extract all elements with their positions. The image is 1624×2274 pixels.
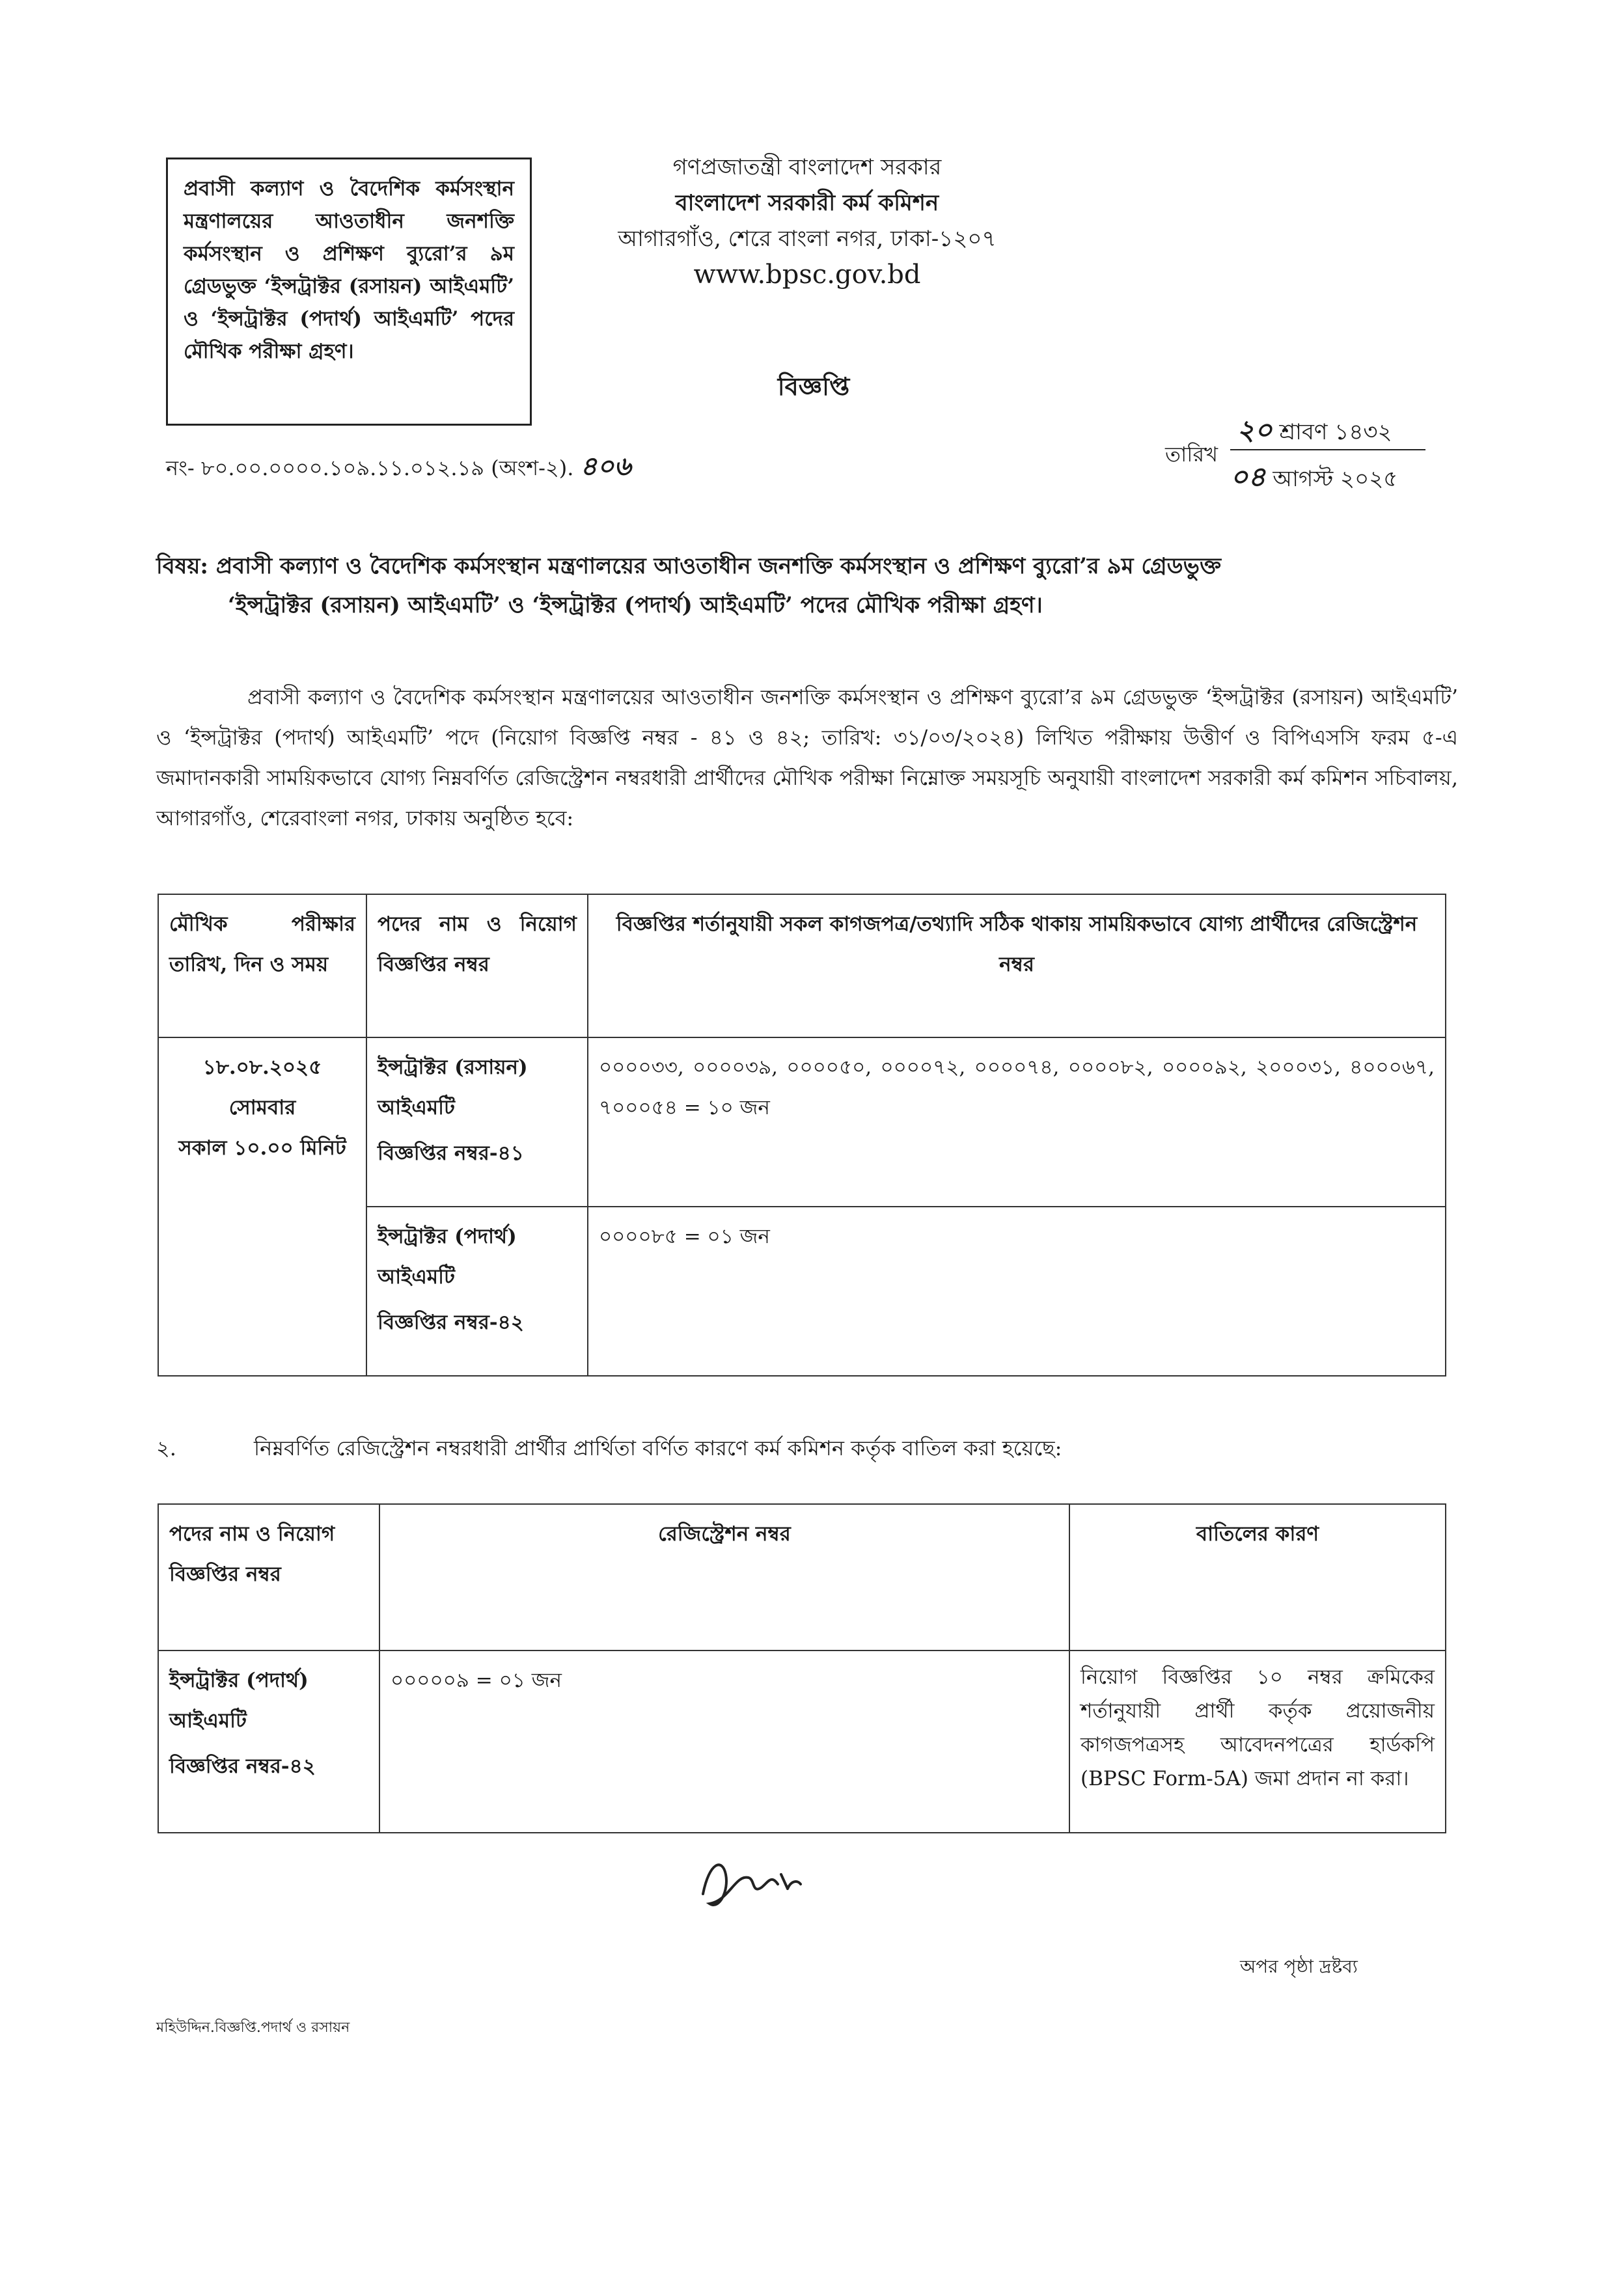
header-address: আগারগাঁও, শেরে বাংলা নগর, ঢাকা-১২০৭ [618, 226, 997, 252]
table-header-cell: পদের নাম ও নিয়োগ বিজ্ঞপ্তির নম্বর [158, 1504, 379, 1651]
date-divider [1230, 449, 1425, 450]
table-header-row [158, 1504, 1446, 1651]
post-name: ইন্সট্রাক্টর (পদার্থ) আইএমটি [169, 1669, 309, 1733]
section-text: নিম্নবর্ণিত রেজিস্ট্রেশন নম্বরধারী প্রার্থীর প্রার্থিতা বর্ণিত কারণে কর্ম কমিশন কর্তৃক বাতিল করা হয়েছে: [254, 1436, 1062, 1460]
body-paragraph: প্রবাসী কল্যাণ ও বৈদেশিক কর্মসংস্থান মন্ত্রণালয়ের আওতাধীন জনশক্তি কর্মসংস্থান ও প্রশিক্ষণ ব্যুরো’র ৯ম গ্রেডভুক্ত ‘ইন্সট্রাক্টর (রসায়ন) আইএমটি’ ও ‘ইন্সট্রাক্টর (পদার্থ) আইএমটি’ পদে (নিয়োগ বিজ্ঞপ্তি নম্বর - ৪১ ও ৪২; তারিখ: ৩১/০৩/২০২৪) লিখিত পরীক্ষায় উত্তীর্ণ ও বিপিএসসি ফরম ৫-এ জমাদানকারী সাময়িকভাবে যোগ্য নিম্নবর্ণিত রেজিস্ট্রেশন নম্বরধারী প্রার্থীদের মৌখিক পরীক্ষা নিম্নোক্ত সময়সূচি অনুযায়ী বাংলাদেশ সরকারী কর্ম কমিশন সচিবালয়, আগারগাঁও, শেরেবাংলা নগর, ঢাকায় অনুষ্ঠিত হবে: [156, 685, 1458, 830]
table-header-cell: রেজিস্ট্রেশন নম্বর [379, 1504, 1069, 1651]
post-name: ইন্সট্রাক্টর (রসায়ন) আইএমটি [378, 1056, 528, 1119]
viva-schedule-table [158, 894, 1446, 1377]
table-header-cell: বাতিলের কারণ [1069, 1504, 1446, 1651]
signature [690, 1848, 807, 1920]
date-bangla: ২০ শ্রাবণ ১৪৩২ [1237, 414, 1392, 446]
memo-handwritten-number: ৪০৬ [580, 451, 631, 482]
circular-number: বিজ্ঞপ্তির নম্বর-৪২ [169, 1755, 316, 1778]
memo-number-text: নং- ৮০.০০.০০০০.১০৯.১১.০১২.১৯ (অংশ-২). [166, 456, 574, 480]
section-2 [156, 1432, 1062, 1467]
subject-line [156, 547, 1458, 625]
memo-number [166, 446, 631, 489]
schedule-time: সকাল ১০.০০ মিনিট [178, 1136, 346, 1160]
section-number: ২. [156, 1436, 176, 1460]
schedule-date: ১৮.০৮.২০২৫ [202, 1056, 322, 1079]
subject-label: বিষয়: [156, 553, 208, 579]
cancellation-table [158, 1503, 1446, 1833]
subject-text-2: ‘ইন্সট্রাক্টর (রসায়ন) আইএমটি’ ও ‘ইন্সট্রাক্টর (পদার্থ) আইএমটি’ পদের মৌখিক পরীক্ষা গ্রহণ। [228, 592, 1043, 618]
table-header-cell: বিজ্ঞপ্তির শর্তানুযায়ী সকল কাগজপত্র/তথ্যাদি সঠিক থাকায় সাময়িকভাবে যোগ্য প্রার্থীদের রেজিস্ট্রেশন নম্বর [588, 894, 1446, 1037]
post-cell [158, 1651, 379, 1833]
header-commission: বাংলাদেশ সরকারী কর্ম কমিশন [675, 190, 939, 216]
subject-box: প্রবাসী কল্যাণ ও বৈদেশিক কর্মসংস্থান মন্ত্রণালয়ের আওতাধীন জনশক্তি কর্মসংস্থান ও প্রশিক্ষণ ব্যুরো’র ৯ম গ্রেডভুক্ত ‘ইন্সট্রাক্টর (রসায়ন) আইএমটি’ ও ‘ইন্সট্রাক্টর (পদার্থ) আইএমটি’ পদের মৌখিক পরীক্ষা গ্রহণ। [166, 158, 532, 426]
schedule-day: সোমবার [228, 1096, 296, 1119]
schedule-cell [158, 1037, 366, 1376]
page-turn-note: অপর পৃষ্ঠা দ্রষ্টব্য [1240, 1956, 1358, 1977]
registration-cell: ০০০০৮৫ = ০১ জন [588, 1207, 1446, 1376]
reason-cell: নিয়োগ বিজ্ঞপ্তির ১০ নম্বর ক্রমিকের শর্তানুযায়ী প্রার্থী কর্তৃক প্রয়োজনীয় কাগজপত্রসহ আবেদনপত্রের হার্ডকপি (BPSC Form-5A) জমা প্রদান না করা। [1069, 1651, 1446, 1833]
notice-title: বিজ্ঞপ্তি [777, 372, 850, 401]
date-english: ০৪ আগস্ট ২০২৫ [1230, 461, 1398, 493]
subject-text-1: প্রবাসী কল্যাণ ও বৈদেশিক কর্মসংস্থান মন্ত্রণালয়ের আওতাধীন জনশক্তি কর্মসংস্থান ও প্রশিক্ষণ ব্যুরো’র ৯ম গ্রেডভুক্ত [215, 553, 1221, 579]
table-header-row [158, 894, 1446, 1037]
circular-number: বিজ্ঞপ্তির নম্বর-৪১ [378, 1142, 524, 1165]
header-government: গণপ্রজাতন্ত্রী বাংলাদেশ সরকার [672, 154, 942, 180]
registration-cell: ০০০০৩৩, ০০০০৩৯, ০০০০৫০, ০০০০৭২, ০০০০৭৪, ০০০০৮২, ০০০০৯২, ২০০০৩১, ৪০০০৬৭, ৭০০০৫৪ = ১০ জন [588, 1037, 1446, 1207]
registration-cell: ০০০০০৯ = ০১ জন [379, 1651, 1069, 1833]
table-header-cell: পদের নাম ও নিয়োগ বিজ্ঞপ্তির নম্বর [366, 894, 588, 1037]
date-label: তারিখ [1165, 442, 1218, 467]
letterhead [560, 150, 1054, 293]
date-block [1165, 409, 1438, 493]
post-cell [366, 1037, 588, 1207]
post-cell [366, 1207, 588, 1376]
table-row [158, 1037, 1446, 1207]
header-website-link[interactable]: www.bpsc.gov.bd [693, 260, 921, 290]
table-row [158, 1651, 1446, 1833]
circular-number: বিজ্ঞপ্তির নম্বর-৪২ [378, 1311, 524, 1334]
table-header-cell: মৌখিক পরীক্ষার তারিখ, দিন ও সময় [158, 894, 366, 1037]
file-reference: মহিউদ্দিন.বিজ্ঞপ্তি.পদার্থ ও রসায়ন [156, 2020, 350, 2036]
post-name: ইন্সট্রাক্টর (পদার্থ) আইএমটি [378, 1225, 517, 1289]
